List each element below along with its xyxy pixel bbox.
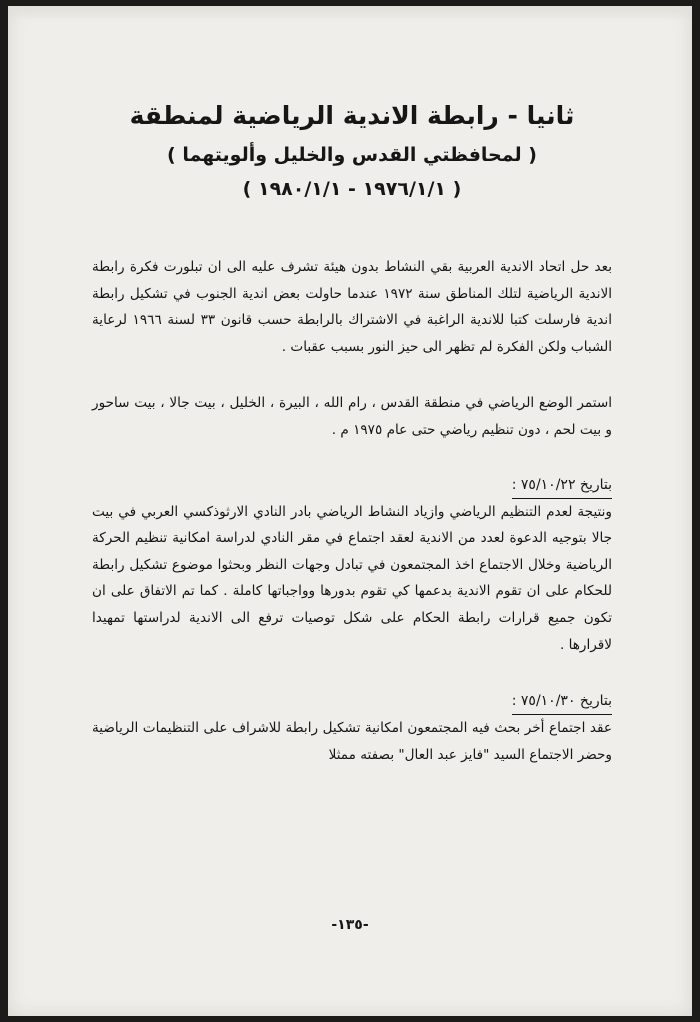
document-body [92,96,612,768]
paragraph-situation: استمر الوضع الرياضي في منطقة القدس ، رام الله ، البيرة ، الخليل ، بيت جالا ، بيت ساحور و بيت لحم ، دون تنظيم رياضي حتى عام ١٩٧٥ م . [92,395,612,438]
paragraph-second-meeting: عقد اجتماع أخر بحث فيه المجتمعون امكانية تشكيل رابطة للاشراف على التنظيمات الرياضية وحضر الاجتماع السيد "فايز عبد العال" بصفته ممثلا [92,720,612,763]
page-number: -١٣٥- [331,917,369,933]
dated-heading-2: بتاريخ ٧٥/١٠/٣٠ : [512,688,612,715]
paragraph-first-meeting: ونتيجة لعدم التنظيم الرياضي وازياد النشاط الرياضي بادر النادي الارثوذكسي العربي في بيت جالا بتوجيه الدعوة لعدد من الاندية لعقد اجتماع في مقر النادي لدراسة امكانية تنظيم الحركة الرياضية وخلال الاجتماع اخذ المجتمعون في تبادل وجهات النظر وبحثوا موضوع تشكيل رابطة للحكام على ان تقوم الاندية بدعمها كي تقوم بدورها وواجباتها كاملة . كما تم الاتفاق على ان تكون جميع قرارات رابطة الحكام على شكل توصيات ترفع الى الاندية لدراستها تمهيدا لاقرارها . [92,503,612,653]
date-range: ( ١٩٧٦/١/١ - ١٩٨٠/١/١ ) [242,178,462,200]
document-subtitle: ( لمحافظتي القدس والخليل وألويتهما ) [167,144,537,166]
scan-edge-shadow [8,6,692,20]
dated-heading-1: بتاريخ ٧٥/١٠/٢٢ : [512,472,612,499]
paragraph-background: بعد حل اتحاد الاندية العربية بقي النشاط بدون هيئة تشرف عليه الى ان تبلورت فكرة رابطة الاندية الرياضية لتلك المناطق سنة ١٩٧٢ عندما حاولت بعض اندية الجنوب في تشكيل رابطة اندية فارسلت كتبا للاندية الراغبة في الاشتراك بالرابطة حسب قانون ٣٣ لسنة ١٩٦٦ لرعاية الشباب ولكن الفكرة لم تظهر الى حيز النور بسبب عقبات . [92,259,613,355]
document-title: ثانيا - رابطة الاندية الرياضية لمنطقة [129,101,575,130]
